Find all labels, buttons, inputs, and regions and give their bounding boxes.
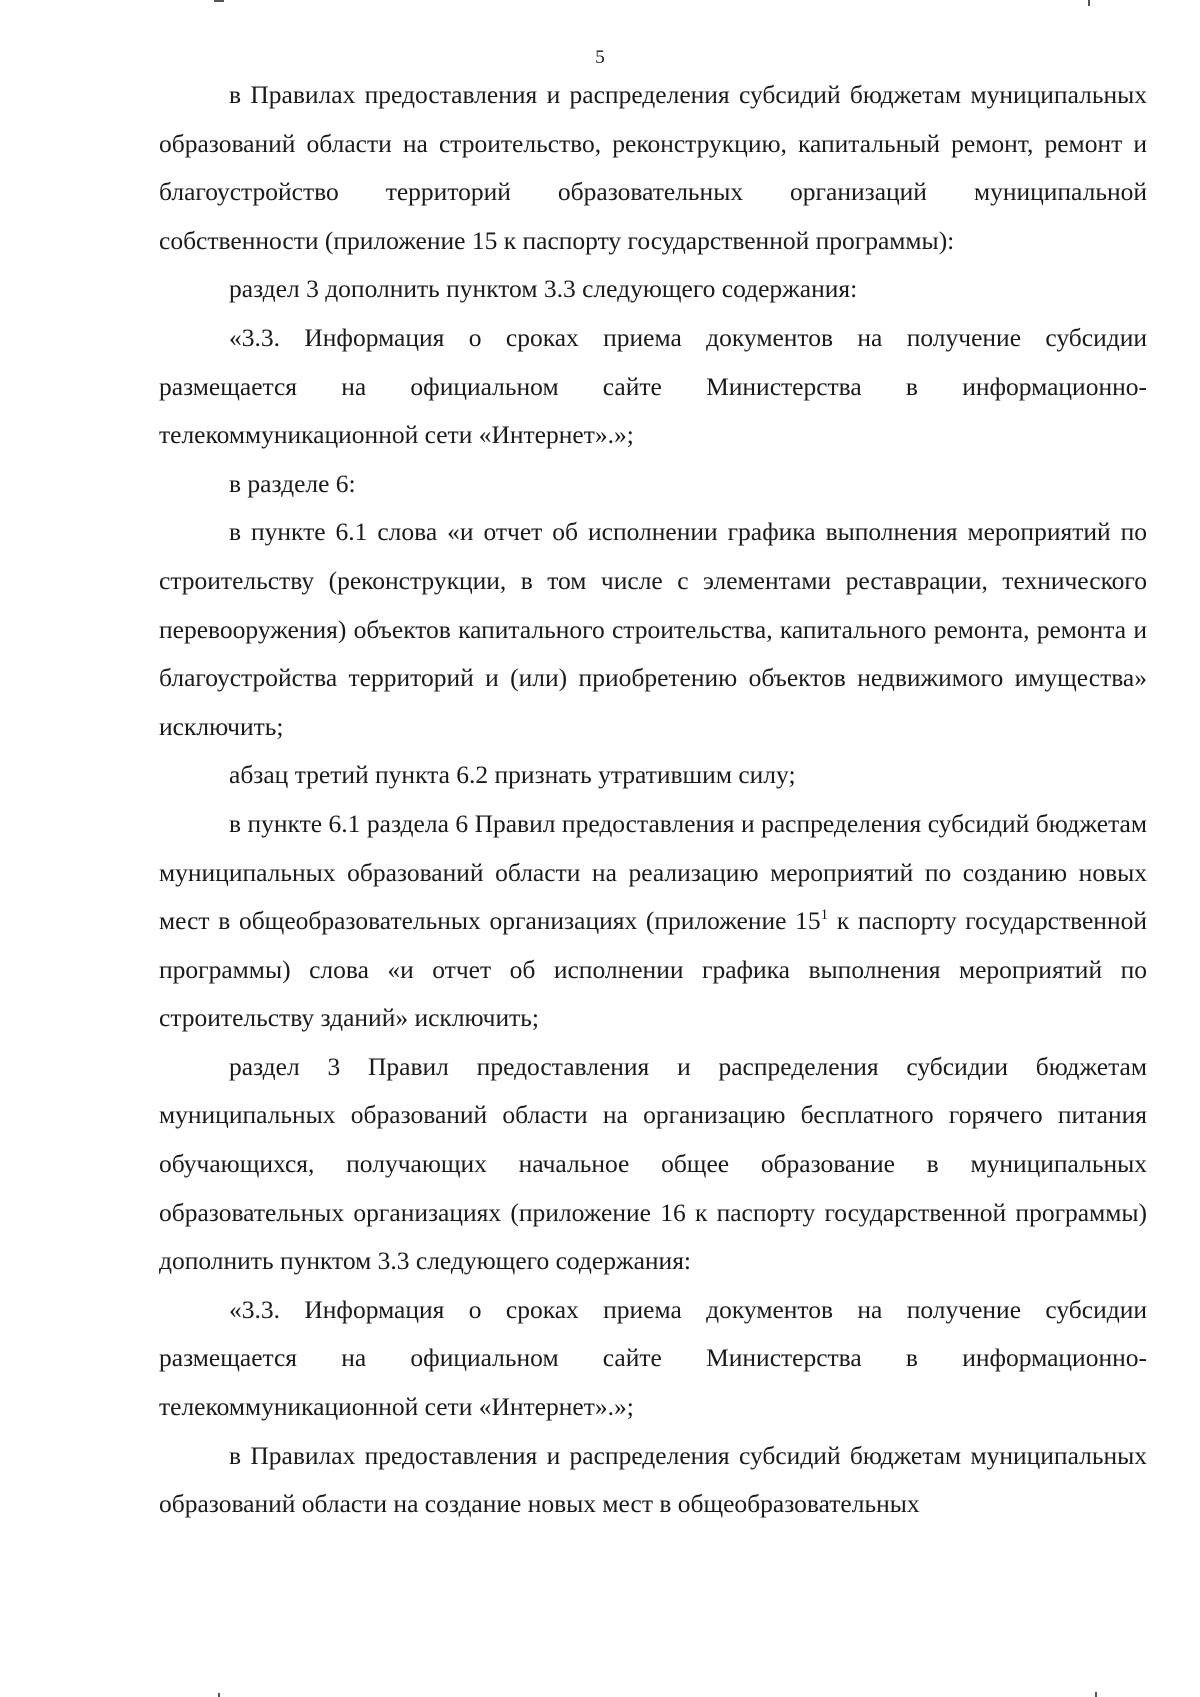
- paragraph-6: абзац третий пункта 6.2 признать утратившим силу;: [229, 760, 796, 790]
- paragraph-7: [159, 800, 1147, 1043]
- paragraph-2: раздел 3 дополнить пунктом 3.3 следующего содержания:: [229, 274, 858, 304]
- paragraph-4: в разделе 6:: [229, 468, 356, 498]
- scan-mark-bottom-right: [1095, 1692, 1097, 1697]
- superscript-index: 1: [820, 907, 829, 924]
- paragraph-5: в пункте 6.1 слова «и отчет об исполнении графика выполнения мероприятий по строительству (реконструкции, в том числе с элементами реставрации, технического перевооружения) объектов капитального строительства, капитального ремонта, ремонта и благоустройства территорий и (или) приобретению объектов недвижимого имущества» исключить;: [159, 517, 1147, 741]
- document-body: [159, 71, 1147, 1529]
- scan-mark-top-right: [1088, 0, 1090, 6]
- page-number: 5: [595, 47, 605, 68]
- paragraph-7-text-before: в пункте 6.1 раздела 6 Правил предоставления и распределения субсидий бюджетам муниципальных образований области на реализацию мероприятий по созданию новых мест в общеобразовательных организациях (приложение 15: [159, 808, 1147, 936]
- paragraph-7-text-after: к паспорту государственной программы) слова «и отчет об исполнении графика выполнения мероприятий по строительству зданий» исключить;: [159, 906, 1147, 1033]
- paragraph-10: в Правилах предоставления и распределения субсидий бюджетам муниципальных образований области на создание новых мест в общеобразовательных: [159, 1440, 1147, 1519]
- scan-mark-bottom-left: [218, 1693, 220, 1697]
- paragraph-3: «3.3. Информация о сроках приема документов на получение субсидии размещается на официальном сайте Министерства в информационно-телекоммуникационной сети «Интернет».»;: [159, 322, 1147, 450]
- scan-mark-top-left: [214, 0, 224, 2]
- paragraph-9: «3.3. Информация о сроках приема документов на получение субсидии размещается на официальном сайте Министерства в информационно-телекоммуникационной сети «Интернет».»;: [159, 1294, 1147, 1422]
- paragraph-1: в Правилах предоставления и распределения субсидий бюджетам муниципальных образований области на строительство, реконструкцию, капитальный ремонт, ремонт и благоустройство территорий образовательных организаций муниципальной собственности (приложение 15 к паспорту государственной программы):: [159, 80, 1147, 255]
- paragraph-8: раздел 3 Правил предоставления и распределения субсидии бюджетам муниципальных образований области на организацию бесплатного горячего питания обучающихся, получающих начальное общее образование в муниципальных образовательных организациях (приложение 16 к паспорту государственной программы) дополнить пунктом 3.3 следующего содержания:: [159, 1051, 1147, 1276]
